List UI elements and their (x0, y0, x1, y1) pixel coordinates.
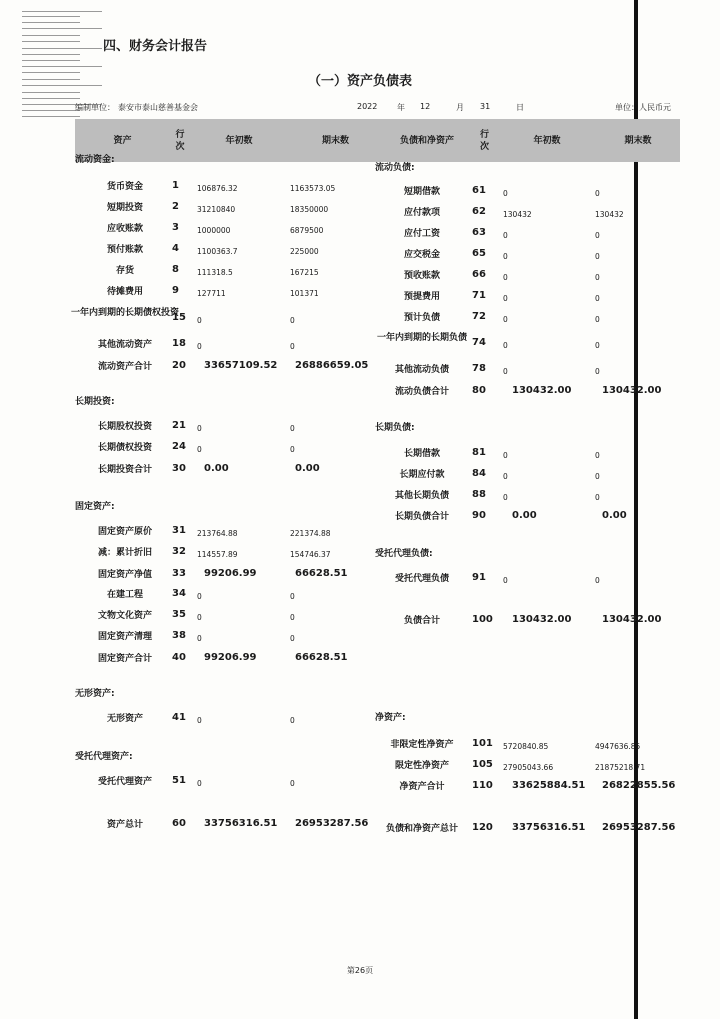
row-label: 应交税金 (403, 250, 440, 260)
row-label: 一年内到期的长期债权投资 (70, 308, 179, 318)
row-label: 固定资产清理 (97, 632, 152, 642)
end-value: 0 (595, 367, 600, 376)
section-label: 受托代理资产: (75, 752, 133, 762)
end-value: 0 (290, 342, 295, 351)
line-number: 60 (172, 818, 186, 829)
begin-value: 130432.00 (512, 614, 572, 625)
row-label: 长期投资合计 (97, 465, 152, 475)
begin-value: 0.00 (512, 510, 537, 521)
begin-value: 0 (503, 451, 508, 460)
line-number: 4 (172, 243, 179, 254)
begin-value: 1000000 (197, 226, 231, 235)
begin-value: 33756316.51 (204, 818, 278, 829)
end-value: 26822855.56 (602, 780, 676, 791)
end-value: 0 (290, 316, 295, 325)
begin-value: 0 (197, 634, 202, 643)
line-number: 31 (172, 525, 186, 536)
row-label: 长期负债合计 (394, 512, 449, 522)
begin-value: 0 (503, 472, 508, 481)
end-value: 0 (290, 779, 295, 788)
end-value: 167215 (290, 268, 319, 277)
section-label: 受托代理负债: (375, 549, 433, 559)
line-number: 66 (472, 269, 486, 280)
row-label: 其他流动负债 (394, 365, 449, 375)
row-label: 预计负债 (403, 313, 440, 323)
currency-unit: 单位：人民币元 (615, 103, 671, 112)
header-line: 行 次 (175, 129, 185, 152)
row-label: 在建工程 (106, 590, 143, 600)
row-label: 其他流动资产 (97, 340, 152, 350)
scan-line (22, 16, 80, 17)
end-value: 18350000 (290, 205, 329, 214)
line-number: 81 (472, 447, 486, 458)
section-title: 四、财务会计报告 (103, 39, 208, 54)
begin-value: 0 (503, 341, 508, 350)
begin-value: 99206.99 (204, 652, 257, 663)
end-value: 0 (290, 716, 295, 725)
row-label: 资产总计 (106, 820, 143, 830)
end-value: 0 (290, 592, 295, 601)
line-number: 30 (172, 463, 186, 474)
end-value: 0 (595, 294, 600, 303)
end-value: 0 (290, 613, 295, 622)
end-value: 0 (290, 445, 295, 454)
row-label: 待摊费用 (106, 287, 143, 297)
section-label: 无形资产: (75, 689, 115, 699)
begin-value: 33625884.51 (512, 780, 586, 791)
row-label: 长期应付款 (399, 470, 445, 480)
scan-line (22, 28, 102, 29)
begin-value: 0 (197, 716, 202, 725)
begin-value: 1100363.7 (197, 247, 238, 256)
line-number: 88 (472, 489, 486, 500)
line-number: 41 (172, 712, 186, 723)
begin-value: 0 (503, 367, 508, 376)
begin-value: 130432 (503, 210, 532, 219)
line-number: 91 (472, 572, 486, 583)
end-value: 0 (595, 315, 600, 324)
begin-value: 213764.88 (197, 529, 238, 538)
end-value: 6879500 (290, 226, 324, 235)
begin-value: 99206.99 (204, 568, 257, 579)
scan-line (22, 11, 102, 12)
end-value: 0 (290, 634, 295, 643)
end-value: 130432 (595, 210, 624, 219)
row-label: 固定资产原价 (97, 527, 152, 537)
end-value: 66628.51 (295, 568, 348, 579)
row-label: 限定性净资产 (394, 761, 449, 771)
scan-line (22, 41, 80, 42)
header-begin-2: 年初数 (533, 135, 561, 146)
row-label: 应收账款 (106, 224, 143, 234)
line-number: 105 (472, 759, 493, 770)
row-label: 预收账款 (403, 271, 440, 281)
scan-line (22, 60, 80, 61)
end-value: 0 (595, 273, 600, 282)
header-end-2: 期末数 (624, 135, 652, 146)
row-label: 预付账款 (106, 245, 143, 255)
end-value: 0 (595, 252, 600, 261)
scan-line (22, 110, 80, 111)
end-value: 4947636.85 (595, 742, 641, 751)
unit-name: 泰安市泰山慈善基金会 (118, 103, 198, 112)
line-number: 21 (172, 420, 186, 431)
begin-value: 0 (197, 445, 202, 454)
end-value: 130432.00 (602, 614, 662, 625)
line-number: 3 (172, 222, 179, 233)
begin-value: 0 (197, 592, 202, 601)
row-label: 减：累计折旧 (97, 548, 152, 558)
line-number: 84 (472, 468, 486, 479)
header-asset: 资产 (113, 135, 132, 146)
begin-value: 0 (503, 315, 508, 324)
begin-value: 27905043.66 (503, 763, 554, 772)
scan-line (22, 92, 80, 93)
line-number: 18 (172, 338, 186, 349)
line-number: 24 (172, 441, 186, 452)
header-begin: 年初数 (225, 135, 253, 146)
row-label: 负债和净资产总计 (385, 824, 458, 834)
line-number: 74 (472, 337, 486, 348)
scan-line (22, 35, 80, 36)
end-value: 0 (595, 451, 600, 460)
row-label: 流动负债合计 (394, 387, 449, 397)
end-value: 101371 (290, 289, 319, 298)
line-number: 9 (172, 285, 179, 296)
end-value: 26953287.56 (602, 822, 676, 833)
end-value: 21875218.71 (595, 763, 646, 772)
begin-value: 31210840 (197, 205, 236, 214)
line-number: 61 (472, 185, 486, 196)
begin-value: 0 (197, 342, 202, 351)
line-number: 62 (472, 206, 486, 217)
row-label: 短期借款 (403, 187, 440, 197)
line-number: 8 (172, 264, 179, 275)
line-number: 38 (172, 630, 186, 641)
day-label: 日 (516, 103, 524, 112)
end-value: 0 (290, 424, 295, 433)
row-label: 无形资产 (106, 714, 143, 724)
end-value: 0 (595, 576, 600, 585)
end-value: 0 (595, 231, 600, 240)
line-number: 71 (472, 290, 486, 301)
begin-value: 0 (197, 316, 202, 325)
line-number: 2 (172, 201, 179, 212)
end-value: 225000 (290, 247, 319, 256)
header-line-2: 行 次 (479, 129, 489, 152)
table-title: （一）资产负债表 (307, 74, 412, 89)
row-label: 长期债权投资 (97, 443, 152, 453)
line-number: 120 (472, 822, 493, 833)
scan-line (22, 98, 80, 99)
row-label: 货币资金 (106, 182, 143, 192)
row-label: 固定资产净值 (97, 570, 152, 580)
line-number: 1 (172, 180, 179, 191)
end-value: 1163573.05 (290, 184, 336, 193)
row-label: 固定资产合计 (97, 654, 152, 664)
line-number: 32 (172, 546, 186, 557)
begin-value: 111318.5 (197, 268, 233, 277)
begin-value: 0 (503, 493, 508, 502)
year-label: 年 (397, 103, 405, 112)
row-label: 应付工资 (403, 229, 440, 239)
report-day: 31 (480, 102, 491, 111)
line-number: 101 (472, 738, 493, 749)
end-value: 0 (595, 341, 600, 350)
line-number: 20 (172, 360, 186, 371)
begin-value: 0 (503, 252, 508, 261)
begin-value: 5720840.85 (503, 742, 549, 751)
section-label: 固定资产: (75, 502, 115, 512)
line-number: 34 (172, 588, 186, 599)
row-label: 长期借款 (403, 449, 440, 459)
row-label: 文物文化资产 (97, 611, 152, 621)
end-value: 221374.88 (290, 529, 331, 538)
unit-label: 编制单位： (75, 103, 115, 112)
line-number: 90 (472, 510, 486, 521)
scan-line (22, 66, 102, 67)
end-value: 130432.00 (602, 385, 662, 396)
row-label: 短期投资 (106, 203, 143, 213)
begin-value: 0 (197, 779, 202, 788)
begin-value: 106876.32 (197, 184, 238, 193)
row-label: 一年内到期的长期负债 (376, 333, 467, 343)
line-number: 72 (472, 311, 486, 322)
row-label: 其他长期负债 (394, 491, 449, 501)
row-label: 非限定性净资产 (390, 740, 454, 750)
row-label: 流动资产合计 (97, 362, 152, 372)
row-label: 应付款项 (403, 208, 440, 218)
begin-value: 0 (503, 231, 508, 240)
end-value: 0 (595, 472, 600, 481)
begin-value: 0 (503, 273, 508, 282)
row-label: 长期股权投资 (97, 422, 152, 432)
section-label: 净资产: (375, 713, 406, 723)
begin-value: 0.00 (204, 463, 229, 474)
end-value: 0.00 (602, 510, 627, 521)
scan-line (22, 22, 80, 23)
line-number: 80 (472, 385, 486, 396)
table-header (75, 119, 680, 162)
end-value: 0.00 (295, 463, 320, 474)
section-label: 流动负债: (375, 163, 415, 173)
begin-value: 0 (197, 424, 202, 433)
line-number: 100 (472, 614, 493, 625)
line-number: 35 (172, 609, 186, 620)
end-value: 154746.37 (290, 550, 331, 559)
begin-value: 130432.00 (512, 385, 572, 396)
line-number: 51 (172, 775, 186, 786)
line-number: 78 (472, 363, 486, 374)
end-value: 0 (595, 189, 600, 198)
row-label: 受托代理资产 (97, 777, 152, 787)
report-year: 2022 (357, 102, 378, 111)
begin-value: 0 (503, 294, 508, 303)
end-value: 26953287.56 (295, 818, 369, 829)
end-value: 0 (595, 493, 600, 502)
begin-value: 0 (503, 189, 508, 198)
row-label: 存货 (115, 266, 134, 276)
page-number: 第26页 (346, 966, 374, 975)
end-value: 26886659.05 (295, 360, 369, 371)
scan-line (22, 48, 102, 49)
month-label: 月 (456, 103, 464, 112)
begin-value: 0 (503, 576, 508, 585)
scan-line (22, 116, 80, 117)
line-number: 33 (172, 568, 186, 579)
section-label: 长期投资: (75, 397, 115, 407)
section-label: 长期负债: (375, 423, 415, 433)
row-label: 受托代理负债 (394, 574, 449, 584)
begin-value: 114557.89 (197, 550, 238, 559)
row-label: 净资产合计 (399, 782, 445, 792)
scan-line (22, 54, 80, 55)
header-liabilities: 负债和净资产 (399, 135, 454, 146)
line-number: 40 (172, 652, 186, 663)
begin-value: 127711 (197, 289, 226, 298)
header-end: 期末数 (321, 135, 349, 146)
report-month: 12 (420, 102, 431, 111)
row-label: 预提费用 (403, 292, 440, 302)
line-number: 110 (472, 780, 493, 791)
begin-value: 33657109.52 (204, 360, 278, 371)
line-number: 65 (472, 248, 486, 259)
line-number: 15 (172, 312, 186, 323)
begin-value: 0 (197, 613, 202, 622)
end-value: 66628.51 (295, 652, 348, 663)
line-number: 63 (472, 227, 486, 238)
section-label: 流动资金: (75, 155, 115, 165)
begin-value: 33756316.51 (512, 822, 586, 833)
row-label: 负债合计 (403, 616, 440, 626)
